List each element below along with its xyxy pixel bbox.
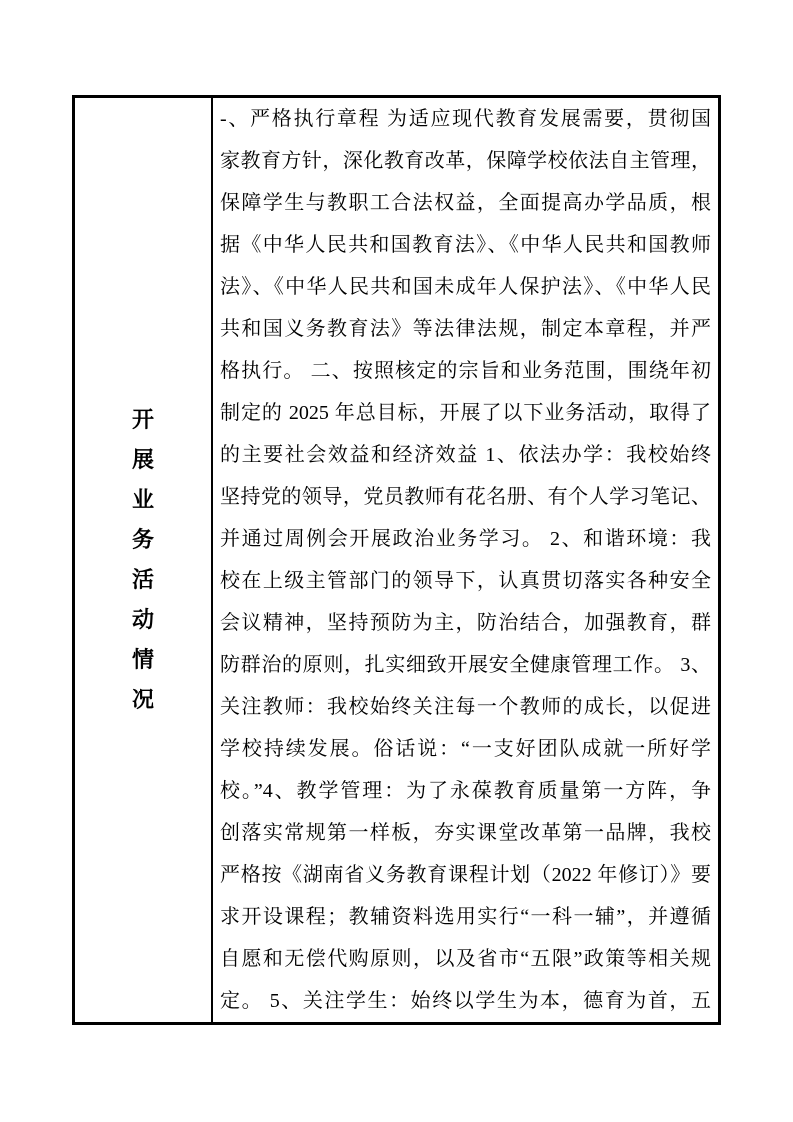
row-header-char: 活: [131, 567, 154, 592]
row-header-char: 况: [131, 687, 154, 712]
row-header-vertical-label: [132, 400, 154, 720]
content-line: 格执行。 二、按照核定的宗旨和业务范围，围绕年初: [220, 360, 711, 382]
content-line: 创落实常规第一样板，夯实课堂改革第一品牌，我校: [220, 822, 711, 844]
content-line: 严格按《湖南省义务教育课程计划（2022 年修订）》要: [220, 864, 711, 886]
content-line: 学校持续发展。俗话说：“一支好团队成就一所好学: [220, 738, 711, 760]
form-table: [72, 95, 721, 1025]
content-line: 制定的 2025 年总目标，开展了以下业务活动，取得了: [220, 402, 711, 424]
content-line: 保障学生与教职工合法权益，全面提高办学品质，根: [220, 192, 711, 214]
content-line: 的主要社会效益和经济效益 1、依法办学：我校始终: [220, 444, 711, 466]
content-line: 据《中华人民共和国教育法》、《中华人民共和国教师: [220, 234, 711, 256]
content-line: 并通过周例会开展政治业务学习。 2、和谐环境：我: [220, 528, 711, 550]
row-header-char: 务: [131, 527, 154, 552]
content-line: 会议精神，坚持预防为主，防治结合，加强教育，群: [220, 612, 711, 634]
content-line: 法》、《中华人民共和国未成年人保护法》、《中华人民: [220, 276, 711, 298]
row-header-char: 情: [131, 647, 154, 672]
content-line: 家教育方针，深化教育改革，保障学校依法自主管理，: [220, 150, 711, 172]
row-header-cell: [75, 98, 213, 1022]
content-line: -、严格执行章程 为适应现代教育发展需要，贯彻国: [220, 108, 711, 130]
row-header-char: 业: [131, 487, 154, 512]
row-header-char: 动: [131, 607, 154, 632]
row-header-char: 展: [131, 447, 154, 472]
content-cell: [213, 98, 718, 1022]
content-line: 防群治的原则，扎实细致开展安全健康管理工作。 3、: [220, 654, 711, 676]
content-line: 关注教师：我校始终关注每一个教师的成长，以促进: [220, 696, 711, 718]
content-line: 坚持党的领导，党员教师有花名册、有个人学习笔记、: [220, 486, 711, 508]
content-line: 自愿和无偿代购原则，以及省市“五限”政策等相关规: [220, 948, 711, 970]
content-line: 定。 5、关注学生：始终以学生为本，德育为首，五: [220, 990, 711, 1012]
content-line: 校在上级主管部门的领导下，认真贯切落实各种安全: [220, 570, 711, 592]
content-line: 求开设课程；教辅资料选用实行“一科一辅”，并遵循: [220, 906, 711, 928]
row-header-char: 开: [131, 407, 154, 432]
content-line: 共和国义务教育法》等法律法规，制定本章程，并严: [220, 318, 711, 340]
content-line: 校。”4、教学管理：为了永葆教育质量第一方阵，争: [220, 780, 711, 802]
